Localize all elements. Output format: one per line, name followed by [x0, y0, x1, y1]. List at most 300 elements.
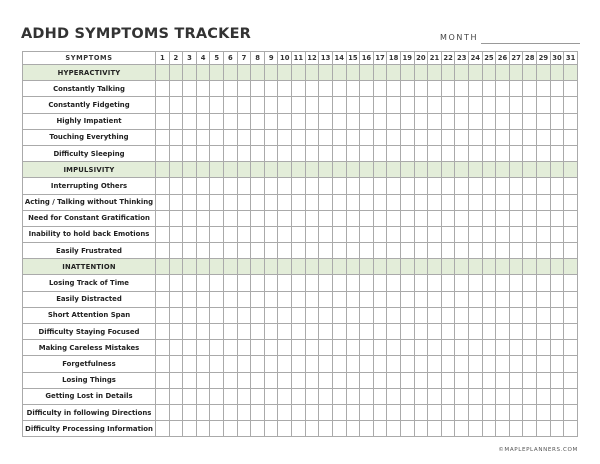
- day-checkbox-cell[interactable]: [482, 81, 496, 97]
- day-checkbox-cell[interactable]: [360, 324, 374, 340]
- day-checkbox-cell[interactable]: [373, 145, 387, 161]
- day-checkbox-cell[interactable]: [210, 81, 224, 97]
- day-checkbox-cell[interactable]: [550, 243, 564, 259]
- day-checkbox-cell[interactable]: [251, 275, 265, 291]
- day-checkbox-cell[interactable]: [305, 340, 319, 356]
- day-checkbox-cell[interactable]: [278, 340, 292, 356]
- day-checkbox-cell[interactable]: [305, 404, 319, 420]
- day-checkbox-cell[interactable]: [441, 324, 455, 340]
- day-checkbox-cell[interactable]: [210, 324, 224, 340]
- day-checkbox-cell[interactable]: [441, 178, 455, 194]
- day-checkbox-cell[interactable]: [156, 226, 170, 242]
- day-checkbox-cell[interactable]: [237, 129, 251, 145]
- day-checkbox-cell[interactable]: [509, 178, 523, 194]
- day-checkbox-cell[interactable]: [455, 145, 469, 161]
- day-checkbox-cell[interactable]: [210, 226, 224, 242]
- day-checkbox-cell[interactable]: [156, 210, 170, 226]
- day-checkbox-cell[interactable]: [278, 275, 292, 291]
- day-checkbox-cell[interactable]: [537, 404, 551, 420]
- day-checkbox-cell[interactable]: [264, 291, 278, 307]
- day-checkbox-cell[interactable]: [292, 81, 306, 97]
- day-checkbox-cell[interactable]: [564, 178, 578, 194]
- day-checkbox-cell[interactable]: [196, 113, 210, 129]
- day-checkbox-cell[interactable]: [428, 145, 442, 161]
- day-checkbox-cell[interactable]: [224, 421, 238, 437]
- day-checkbox-cell[interactable]: [455, 113, 469, 129]
- day-checkbox-cell[interactable]: [537, 307, 551, 323]
- day-checkbox-cell[interactable]: [196, 226, 210, 242]
- day-checkbox-cell[interactable]: [237, 324, 251, 340]
- day-checkbox-cell[interactable]: [455, 226, 469, 242]
- day-checkbox-cell[interactable]: [251, 356, 265, 372]
- day-checkbox-cell[interactable]: [564, 194, 578, 210]
- day-checkbox-cell[interactable]: [496, 324, 510, 340]
- day-checkbox-cell[interactable]: [537, 340, 551, 356]
- day-checkbox-cell[interactable]: [346, 421, 360, 437]
- day-checkbox-cell[interactable]: [455, 372, 469, 388]
- day-checkbox-cell[interactable]: [441, 291, 455, 307]
- day-checkbox-cell[interactable]: [469, 372, 483, 388]
- day-checkbox-cell[interactable]: [332, 113, 346, 129]
- day-checkbox-cell[interactable]: [210, 210, 224, 226]
- day-checkbox-cell[interactable]: [414, 307, 428, 323]
- day-checkbox-cell[interactable]: [550, 226, 564, 242]
- day-checkbox-cell[interactable]: [237, 97, 251, 113]
- day-checkbox-cell[interactable]: [346, 210, 360, 226]
- day-checkbox-cell[interactable]: [373, 243, 387, 259]
- day-checkbox-cell[interactable]: [400, 145, 414, 161]
- day-checkbox-cell[interactable]: [196, 275, 210, 291]
- day-checkbox-cell[interactable]: [169, 324, 183, 340]
- day-checkbox-cell[interactable]: [469, 275, 483, 291]
- day-checkbox-cell[interactable]: [346, 226, 360, 242]
- day-checkbox-cell[interactable]: [278, 113, 292, 129]
- day-checkbox-cell[interactable]: [156, 404, 170, 420]
- day-checkbox-cell[interactable]: [441, 275, 455, 291]
- day-checkbox-cell[interactable]: [196, 324, 210, 340]
- day-checkbox-cell[interactable]: [210, 356, 224, 372]
- day-checkbox-cell[interactable]: [183, 178, 197, 194]
- day-checkbox-cell[interactable]: [251, 129, 265, 145]
- day-checkbox-cell[interactable]: [414, 226, 428, 242]
- day-checkbox-cell[interactable]: [156, 372, 170, 388]
- day-checkbox-cell[interactable]: [237, 194, 251, 210]
- day-checkbox-cell[interactable]: [292, 243, 306, 259]
- day-checkbox-cell[interactable]: [264, 226, 278, 242]
- day-checkbox-cell[interactable]: [387, 372, 401, 388]
- day-checkbox-cell[interactable]: [428, 388, 442, 404]
- day-checkbox-cell[interactable]: [169, 404, 183, 420]
- day-checkbox-cell[interactable]: [496, 81, 510, 97]
- day-checkbox-cell[interactable]: [509, 291, 523, 307]
- day-checkbox-cell[interactable]: [292, 388, 306, 404]
- day-checkbox-cell[interactable]: [305, 356, 319, 372]
- day-checkbox-cell[interactable]: [183, 210, 197, 226]
- day-checkbox-cell[interactable]: [523, 113, 537, 129]
- day-checkbox-cell[interactable]: [183, 356, 197, 372]
- day-checkbox-cell[interactable]: [550, 421, 564, 437]
- day-checkbox-cell[interactable]: [264, 421, 278, 437]
- day-checkbox-cell[interactable]: [387, 113, 401, 129]
- day-checkbox-cell[interactable]: [523, 421, 537, 437]
- day-checkbox-cell[interactable]: [224, 372, 238, 388]
- day-checkbox-cell[interactable]: [251, 194, 265, 210]
- day-checkbox-cell[interactable]: [278, 291, 292, 307]
- day-checkbox-cell[interactable]: [373, 97, 387, 113]
- day-checkbox-cell[interactable]: [414, 275, 428, 291]
- day-checkbox-cell[interactable]: [400, 421, 414, 437]
- day-checkbox-cell[interactable]: [523, 291, 537, 307]
- day-checkbox-cell[interactable]: [496, 372, 510, 388]
- day-checkbox-cell[interactable]: [387, 404, 401, 420]
- day-checkbox-cell[interactable]: [428, 372, 442, 388]
- day-checkbox-cell[interactable]: [550, 307, 564, 323]
- day-checkbox-cell[interactable]: [414, 243, 428, 259]
- day-checkbox-cell[interactable]: [550, 81, 564, 97]
- day-checkbox-cell[interactable]: [332, 81, 346, 97]
- day-checkbox-cell[interactable]: [414, 340, 428, 356]
- day-checkbox-cell[interactable]: [564, 243, 578, 259]
- day-checkbox-cell[interactable]: [332, 129, 346, 145]
- day-checkbox-cell[interactable]: [278, 81, 292, 97]
- day-checkbox-cell[interactable]: [292, 356, 306, 372]
- day-checkbox-cell[interactable]: [224, 81, 238, 97]
- day-checkbox-cell[interactable]: [156, 291, 170, 307]
- day-checkbox-cell[interactable]: [251, 372, 265, 388]
- day-checkbox-cell[interactable]: [224, 129, 238, 145]
- day-checkbox-cell[interactable]: [537, 178, 551, 194]
- day-checkbox-cell[interactable]: [441, 145, 455, 161]
- day-checkbox-cell[interactable]: [387, 324, 401, 340]
- day-checkbox-cell[interactable]: [523, 194, 537, 210]
- day-checkbox-cell[interactable]: [169, 226, 183, 242]
- day-checkbox-cell[interactable]: [496, 291, 510, 307]
- day-checkbox-cell[interactable]: [455, 404, 469, 420]
- day-checkbox-cell[interactable]: [196, 372, 210, 388]
- day-checkbox-cell[interactable]: [237, 275, 251, 291]
- day-checkbox-cell[interactable]: [196, 340, 210, 356]
- day-checkbox-cell[interactable]: [224, 226, 238, 242]
- day-checkbox-cell[interactable]: [400, 243, 414, 259]
- day-checkbox-cell[interactable]: [156, 324, 170, 340]
- day-checkbox-cell[interactable]: [360, 113, 374, 129]
- day-checkbox-cell[interactable]: [509, 97, 523, 113]
- day-checkbox-cell[interactable]: [537, 356, 551, 372]
- day-checkbox-cell[interactable]: [387, 307, 401, 323]
- day-checkbox-cell[interactable]: [414, 210, 428, 226]
- day-checkbox-cell[interactable]: [305, 243, 319, 259]
- day-checkbox-cell[interactable]: [469, 243, 483, 259]
- day-checkbox-cell[interactable]: [537, 97, 551, 113]
- day-checkbox-cell[interactable]: [387, 178, 401, 194]
- day-checkbox-cell[interactable]: [183, 129, 197, 145]
- day-checkbox-cell[interactable]: [183, 81, 197, 97]
- day-checkbox-cell[interactable]: [455, 324, 469, 340]
- day-checkbox-cell[interactable]: [319, 194, 333, 210]
- day-checkbox-cell[interactable]: [455, 291, 469, 307]
- day-checkbox-cell[interactable]: [469, 145, 483, 161]
- day-checkbox-cell[interactable]: [346, 340, 360, 356]
- day-checkbox-cell[interactable]: [292, 178, 306, 194]
- day-checkbox-cell[interactable]: [400, 81, 414, 97]
- day-checkbox-cell[interactable]: [550, 388, 564, 404]
- day-checkbox-cell[interactable]: [305, 97, 319, 113]
- day-checkbox-cell[interactable]: [305, 291, 319, 307]
- day-checkbox-cell[interactable]: [482, 356, 496, 372]
- day-checkbox-cell[interactable]: [224, 388, 238, 404]
- day-checkbox-cell[interactable]: [169, 178, 183, 194]
- day-checkbox-cell[interactable]: [523, 81, 537, 97]
- day-checkbox-cell[interactable]: [210, 194, 224, 210]
- day-checkbox-cell[interactable]: [509, 243, 523, 259]
- day-checkbox-cell[interactable]: [319, 421, 333, 437]
- day-checkbox-cell[interactable]: [237, 388, 251, 404]
- day-checkbox-cell[interactable]: [414, 372, 428, 388]
- day-checkbox-cell[interactable]: [332, 145, 346, 161]
- day-checkbox-cell[interactable]: [156, 243, 170, 259]
- day-checkbox-cell[interactable]: [373, 421, 387, 437]
- day-checkbox-cell[interactable]: [523, 210, 537, 226]
- day-checkbox-cell[interactable]: [387, 97, 401, 113]
- day-checkbox-cell[interactable]: [441, 404, 455, 420]
- day-checkbox-cell[interactable]: [156, 145, 170, 161]
- day-checkbox-cell[interactable]: [469, 129, 483, 145]
- day-checkbox-cell[interactable]: [319, 404, 333, 420]
- day-checkbox-cell[interactable]: [469, 210, 483, 226]
- day-checkbox-cell[interactable]: [387, 275, 401, 291]
- day-checkbox-cell[interactable]: [156, 388, 170, 404]
- day-checkbox-cell[interactable]: [509, 145, 523, 161]
- day-checkbox-cell[interactable]: [360, 275, 374, 291]
- day-checkbox-cell[interactable]: [469, 178, 483, 194]
- day-checkbox-cell[interactable]: [224, 97, 238, 113]
- day-checkbox-cell[interactable]: [414, 97, 428, 113]
- day-checkbox-cell[interactable]: [482, 243, 496, 259]
- day-checkbox-cell[interactable]: [564, 226, 578, 242]
- day-checkbox-cell[interactable]: [292, 372, 306, 388]
- day-checkbox-cell[interactable]: [292, 97, 306, 113]
- day-checkbox-cell[interactable]: [346, 97, 360, 113]
- day-checkbox-cell[interactable]: [169, 275, 183, 291]
- day-checkbox-cell[interactable]: [360, 291, 374, 307]
- day-checkbox-cell[interactable]: [550, 97, 564, 113]
- day-checkbox-cell[interactable]: [496, 388, 510, 404]
- day-checkbox-cell[interactable]: [224, 145, 238, 161]
- day-checkbox-cell[interactable]: [523, 226, 537, 242]
- day-checkbox-cell[interactable]: [292, 210, 306, 226]
- day-checkbox-cell[interactable]: [400, 340, 414, 356]
- day-checkbox-cell[interactable]: [251, 421, 265, 437]
- day-checkbox-cell[interactable]: [224, 307, 238, 323]
- day-checkbox-cell[interactable]: [428, 421, 442, 437]
- day-checkbox-cell[interactable]: [414, 145, 428, 161]
- day-checkbox-cell[interactable]: [251, 145, 265, 161]
- day-checkbox-cell[interactable]: [428, 291, 442, 307]
- day-checkbox-cell[interactable]: [332, 243, 346, 259]
- day-checkbox-cell[interactable]: [346, 145, 360, 161]
- day-checkbox-cell[interactable]: [564, 81, 578, 97]
- day-checkbox-cell[interactable]: [455, 194, 469, 210]
- day-checkbox-cell[interactable]: [414, 129, 428, 145]
- day-checkbox-cell[interactable]: [196, 129, 210, 145]
- day-checkbox-cell[interactable]: [305, 178, 319, 194]
- day-checkbox-cell[interactable]: [537, 145, 551, 161]
- day-checkbox-cell[interactable]: [482, 421, 496, 437]
- day-checkbox-cell[interactable]: [400, 226, 414, 242]
- day-checkbox-cell[interactable]: [496, 243, 510, 259]
- day-checkbox-cell[interactable]: [251, 388, 265, 404]
- day-checkbox-cell[interactable]: [550, 194, 564, 210]
- day-checkbox-cell[interactable]: [537, 81, 551, 97]
- day-checkbox-cell[interactable]: [455, 307, 469, 323]
- day-checkbox-cell[interactable]: [332, 97, 346, 113]
- day-checkbox-cell[interactable]: [387, 226, 401, 242]
- day-checkbox-cell[interactable]: [264, 324, 278, 340]
- day-checkbox-cell[interactable]: [264, 113, 278, 129]
- day-checkbox-cell[interactable]: [210, 340, 224, 356]
- day-checkbox-cell[interactable]: [305, 324, 319, 340]
- day-checkbox-cell[interactable]: [441, 226, 455, 242]
- day-checkbox-cell[interactable]: [509, 340, 523, 356]
- day-checkbox-cell[interactable]: [550, 356, 564, 372]
- day-checkbox-cell[interactable]: [210, 129, 224, 145]
- day-checkbox-cell[interactable]: [523, 243, 537, 259]
- day-checkbox-cell[interactable]: [373, 388, 387, 404]
- day-checkbox-cell[interactable]: [156, 81, 170, 97]
- day-checkbox-cell[interactable]: [237, 340, 251, 356]
- day-checkbox-cell[interactable]: [346, 113, 360, 129]
- day-checkbox-cell[interactable]: [373, 324, 387, 340]
- day-checkbox-cell[interactable]: [346, 291, 360, 307]
- day-checkbox-cell[interactable]: [169, 307, 183, 323]
- day-checkbox-cell[interactable]: [496, 145, 510, 161]
- day-checkbox-cell[interactable]: [346, 81, 360, 97]
- day-checkbox-cell[interactable]: [360, 97, 374, 113]
- day-checkbox-cell[interactable]: [537, 243, 551, 259]
- day-checkbox-cell[interactable]: [332, 388, 346, 404]
- day-checkbox-cell[interactable]: [183, 226, 197, 242]
- day-checkbox-cell[interactable]: [292, 194, 306, 210]
- day-checkbox-cell[interactable]: [251, 340, 265, 356]
- day-checkbox-cell[interactable]: [523, 340, 537, 356]
- day-checkbox-cell[interactable]: [183, 421, 197, 437]
- day-checkbox-cell[interactable]: [251, 243, 265, 259]
- day-checkbox-cell[interactable]: [550, 275, 564, 291]
- day-checkbox-cell[interactable]: [509, 307, 523, 323]
- day-checkbox-cell[interactable]: [292, 404, 306, 420]
- day-checkbox-cell[interactable]: [183, 388, 197, 404]
- day-checkbox-cell[interactable]: [373, 291, 387, 307]
- day-checkbox-cell[interactable]: [469, 226, 483, 242]
- day-checkbox-cell[interactable]: [469, 97, 483, 113]
- day-checkbox-cell[interactable]: [251, 178, 265, 194]
- day-checkbox-cell[interactable]: [278, 243, 292, 259]
- day-checkbox-cell[interactable]: [550, 404, 564, 420]
- day-checkbox-cell[interactable]: [332, 421, 346, 437]
- day-checkbox-cell[interactable]: [319, 324, 333, 340]
- day-checkbox-cell[interactable]: [469, 356, 483, 372]
- day-checkbox-cell[interactable]: [156, 340, 170, 356]
- day-checkbox-cell[interactable]: [319, 226, 333, 242]
- day-checkbox-cell[interactable]: [469, 421, 483, 437]
- day-checkbox-cell[interactable]: [373, 275, 387, 291]
- day-checkbox-cell[interactable]: [400, 178, 414, 194]
- day-checkbox-cell[interactable]: [210, 178, 224, 194]
- day-checkbox-cell[interactable]: [224, 113, 238, 129]
- day-checkbox-cell[interactable]: [482, 178, 496, 194]
- day-checkbox-cell[interactable]: [196, 194, 210, 210]
- day-checkbox-cell[interactable]: [346, 404, 360, 420]
- day-checkbox-cell[interactable]: [564, 372, 578, 388]
- day-checkbox-cell[interactable]: [428, 340, 442, 356]
- day-checkbox-cell[interactable]: [469, 404, 483, 420]
- day-checkbox-cell[interactable]: [428, 210, 442, 226]
- day-checkbox-cell[interactable]: [169, 291, 183, 307]
- day-checkbox-cell[interactable]: [509, 421, 523, 437]
- day-checkbox-cell[interactable]: [523, 388, 537, 404]
- day-checkbox-cell[interactable]: [278, 226, 292, 242]
- day-checkbox-cell[interactable]: [387, 421, 401, 437]
- day-checkbox-cell[interactable]: [156, 275, 170, 291]
- day-checkbox-cell[interactable]: [183, 243, 197, 259]
- day-checkbox-cell[interactable]: [319, 81, 333, 97]
- day-checkbox-cell[interactable]: [414, 421, 428, 437]
- day-checkbox-cell[interactable]: [278, 307, 292, 323]
- day-checkbox-cell[interactable]: [319, 243, 333, 259]
- day-checkbox-cell[interactable]: [482, 194, 496, 210]
- day-checkbox-cell[interactable]: [373, 178, 387, 194]
- day-checkbox-cell[interactable]: [278, 324, 292, 340]
- day-checkbox-cell[interactable]: [305, 372, 319, 388]
- day-checkbox-cell[interactable]: [169, 243, 183, 259]
- day-checkbox-cell[interactable]: [428, 81, 442, 97]
- day-checkbox-cell[interactable]: [550, 340, 564, 356]
- day-checkbox-cell[interactable]: [278, 129, 292, 145]
- day-checkbox-cell[interactable]: [564, 275, 578, 291]
- day-checkbox-cell[interactable]: [509, 356, 523, 372]
- day-checkbox-cell[interactable]: [373, 307, 387, 323]
- day-checkbox-cell[interactable]: [183, 372, 197, 388]
- day-checkbox-cell[interactable]: [441, 113, 455, 129]
- day-checkbox-cell[interactable]: [292, 275, 306, 291]
- day-checkbox-cell[interactable]: [237, 356, 251, 372]
- day-checkbox-cell[interactable]: [156, 97, 170, 113]
- day-checkbox-cell[interactable]: [183, 145, 197, 161]
- day-checkbox-cell[interactable]: [469, 194, 483, 210]
- day-checkbox-cell[interactable]: [319, 275, 333, 291]
- day-checkbox-cell[interactable]: [305, 421, 319, 437]
- day-checkbox-cell[interactable]: [224, 178, 238, 194]
- day-checkbox-cell[interactable]: [278, 145, 292, 161]
- day-checkbox-cell[interactable]: [183, 113, 197, 129]
- day-checkbox-cell[interactable]: [332, 194, 346, 210]
- day-checkbox-cell[interactable]: [360, 340, 374, 356]
- day-checkbox-cell[interactable]: [346, 243, 360, 259]
- day-checkbox-cell[interactable]: [482, 324, 496, 340]
- day-checkbox-cell[interactable]: [387, 194, 401, 210]
- day-checkbox-cell[interactable]: [251, 291, 265, 307]
- day-checkbox-cell[interactable]: [428, 243, 442, 259]
- day-checkbox-cell[interactable]: [482, 372, 496, 388]
- day-checkbox-cell[interactable]: [455, 243, 469, 259]
- day-checkbox-cell[interactable]: [455, 178, 469, 194]
- day-checkbox-cell[interactable]: [264, 81, 278, 97]
- day-checkbox-cell[interactable]: [496, 421, 510, 437]
- day-checkbox-cell[interactable]: [264, 372, 278, 388]
- day-checkbox-cell[interactable]: [224, 275, 238, 291]
- day-checkbox-cell[interactable]: [183, 324, 197, 340]
- day-checkbox-cell[interactable]: [400, 404, 414, 420]
